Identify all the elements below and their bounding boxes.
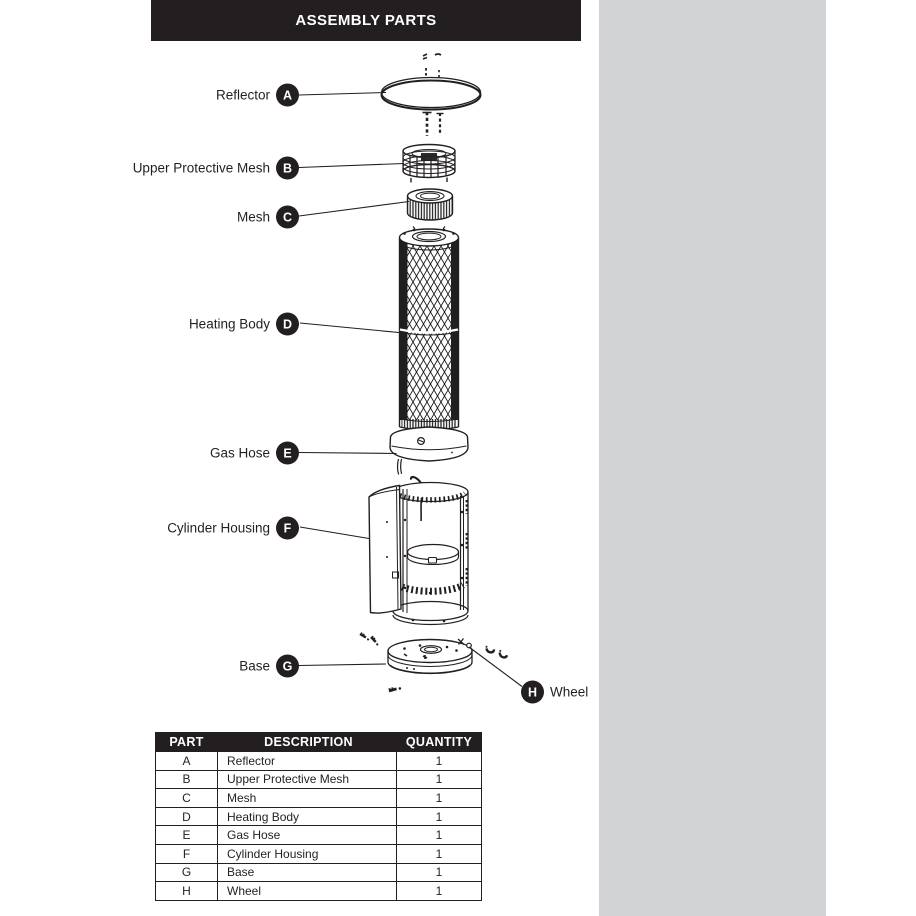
table-row — [156, 789, 482, 808]
cell-description: Heating Body — [218, 807, 397, 826]
callout-upper-protective-mesh — [133, 157, 299, 180]
table-row — [156, 807, 482, 826]
cell-part: E — [156, 826, 218, 845]
callout-gas-hose — [210, 442, 299, 465]
callout-base — [239, 655, 299, 678]
cell-description: Reflector — [218, 752, 397, 771]
cylinder-housing-drawing — [369, 477, 468, 625]
cell-description: Wheel — [218, 882, 397, 901]
callout-label: Base — [239, 658, 270, 674]
table-row — [156, 844, 482, 863]
callout-label: Wheel — [550, 684, 589, 700]
screw-icon — [423, 112, 444, 136]
upper-protective-mesh-drawing — [403, 145, 455, 183]
callout-heating-body — [189, 313, 299, 336]
callout-badge: F — [276, 517, 299, 540]
table-row — [156, 882, 482, 901]
callout-badge: D — [276, 313, 299, 336]
callout-badge: C — [276, 206, 299, 229]
cell-description: Base — [218, 863, 397, 882]
parts-table-header-row — [156, 733, 482, 752]
callout-badge: A — [276, 84, 299, 107]
callout-badge: G — [276, 655, 299, 678]
cell-quantity: 1 — [397, 882, 482, 901]
callout-label: Gas Hose — [209, 445, 270, 461]
callout-badge: B — [276, 157, 299, 180]
cell-quantity: 1 — [397, 863, 482, 882]
cell-description: Upper Protective Mesh — [218, 770, 397, 789]
base-drawing — [388, 639, 472, 674]
table-row — [156, 770, 482, 789]
header-description: DESCRIPTION — [218, 733, 397, 752]
cell-part: F — [156, 844, 218, 863]
wheel-drawing — [485, 645, 507, 658]
cell-description: Gas Hose — [218, 826, 397, 845]
gas-hose-drawing — [397, 459, 401, 475]
cell-part: C — [156, 789, 218, 808]
table-row — [156, 826, 482, 845]
cell-quantity: 1 — [397, 770, 482, 789]
callout-label: Cylinder Housing — [167, 520, 270, 536]
table-row — [156, 863, 482, 882]
callout-label: Mesh — [236, 209, 270, 225]
cell-part: A — [156, 752, 218, 771]
callout-badge: E — [276, 442, 299, 465]
callout-label: Upper Protective Mesh — [132, 160, 270, 176]
cell-part: G — [156, 863, 218, 882]
cell-part: D — [156, 807, 218, 826]
reflector-drawing — [382, 54, 481, 136]
callout-cylinder-housing — [167, 517, 299, 540]
cell-description: Cylinder Housing — [218, 844, 397, 863]
table-row — [156, 752, 482, 771]
cell-part: H — [156, 882, 218, 901]
parts-table — [155, 732, 482, 901]
callout-mesh — [237, 206, 299, 229]
heating-body-drawing — [390, 227, 468, 475]
cell-quantity: 1 — [397, 844, 482, 863]
callout-label: Reflector — [215, 87, 270, 103]
callout-badge: H — [521, 681, 544, 704]
cell-quantity: 1 — [397, 826, 482, 845]
callout-reflector — [216, 84, 299, 107]
cell-quantity: 1 — [397, 789, 482, 808]
cell-quantity: 1 — [397, 807, 482, 826]
callout-label: Heating Body — [188, 316, 270, 332]
section-title: ASSEMBLY PARTS — [295, 12, 437, 29]
cell-description: Mesh — [218, 789, 397, 808]
cell-quantity: 1 — [397, 752, 482, 771]
housing-door-drawing — [369, 486, 401, 614]
callout-wheel — [521, 681, 588, 704]
cell-part: B — [156, 770, 218, 789]
header-quantity: QUANTITY — [397, 733, 482, 752]
page-gutter-panel — [599, 0, 826, 916]
header-part: PART — [156, 733, 218, 752]
mesh-drawing — [408, 189, 453, 220]
